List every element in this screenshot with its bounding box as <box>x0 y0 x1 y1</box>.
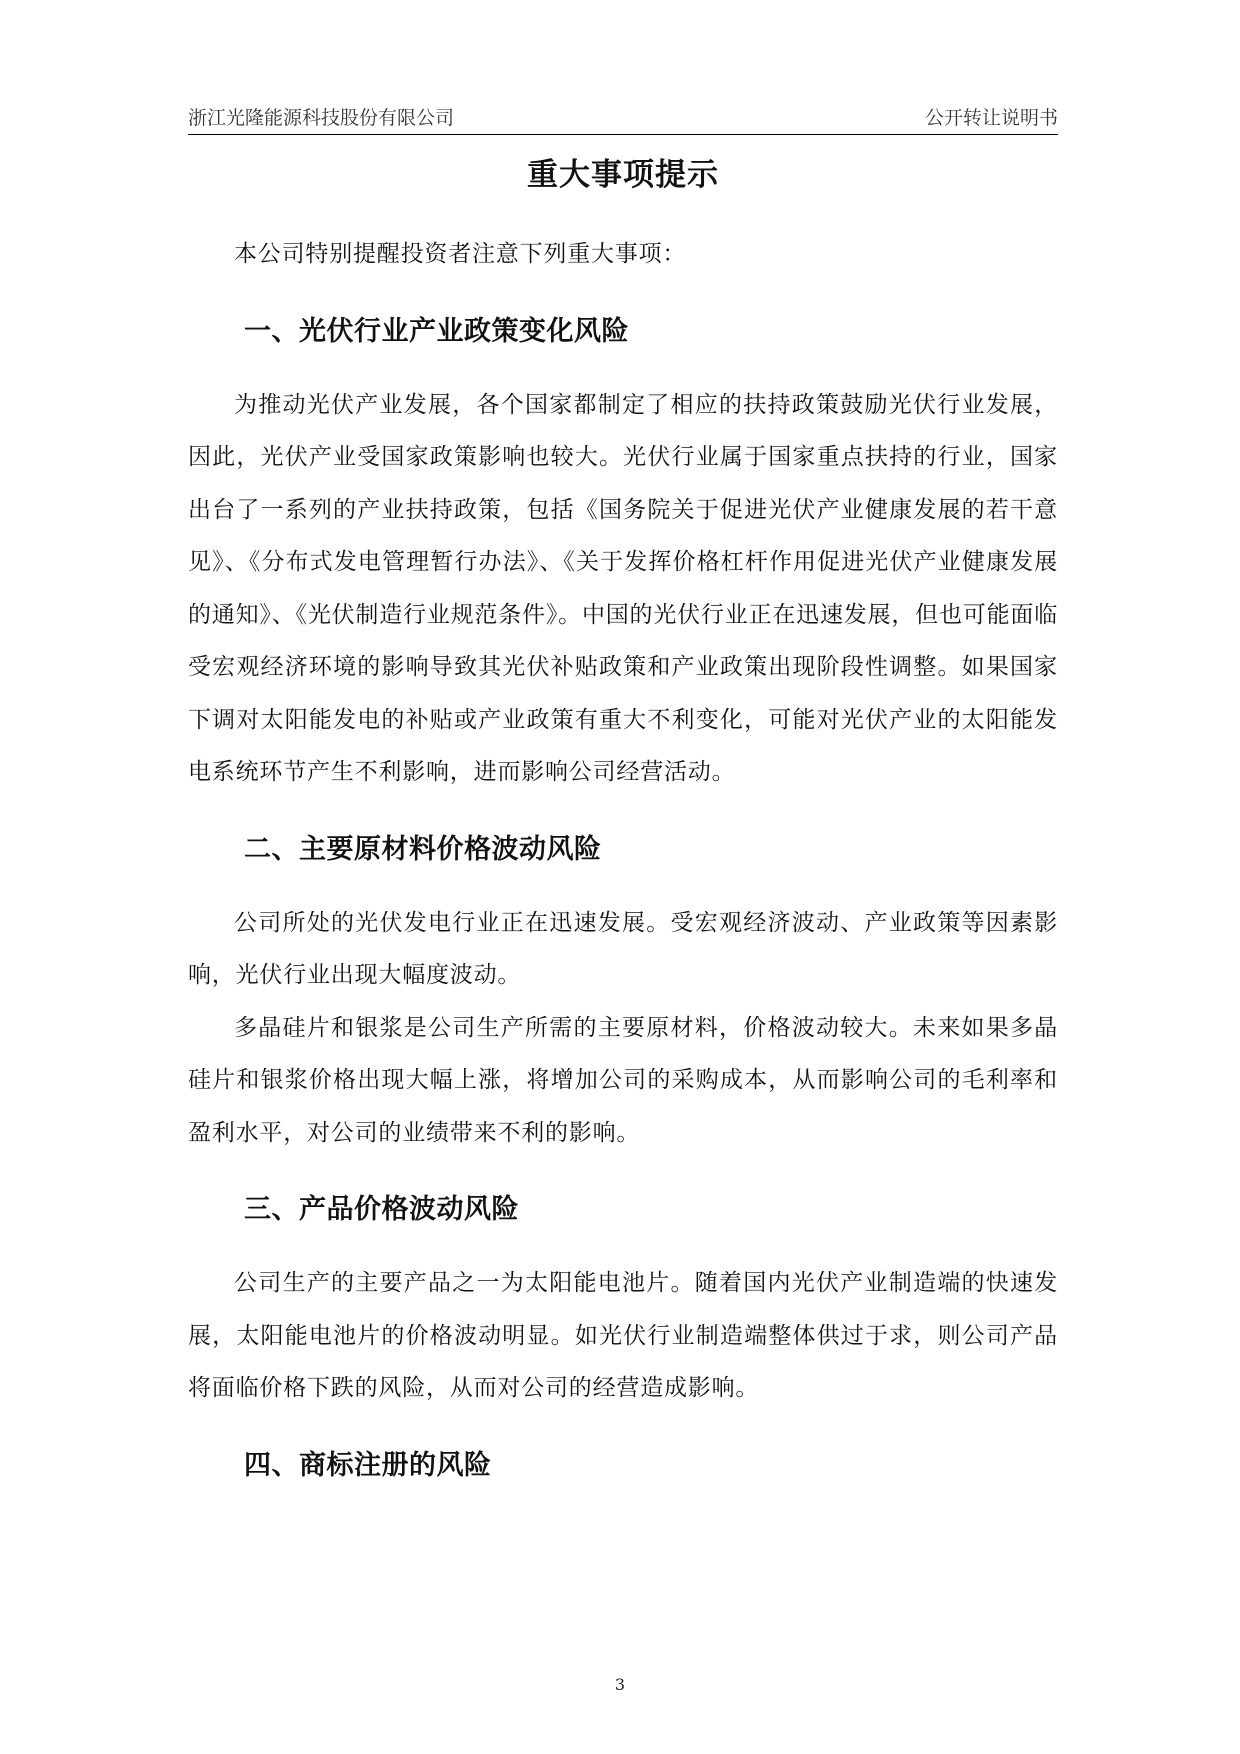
section-heading-3: 三、产品价格波动风险 <box>244 1194 519 1225</box>
section-heading-4: 四、商标注册的风险 <box>244 1449 492 1481</box>
section-2-paragraph-1: 公司所处的光伏发电行业正在迅速发展。受宏观经济波动、产业政策等因素影响，光伏行业出现大幅度波动。 <box>188 909 1058 988</box>
section-2-paragraph-2: 多晶硅片和银浆是公司生产所需的主要原材料，价格波动较大。未来如果多晶硅片和银浆价格出现大幅上涨，将增加公司的采购成本，从而影响公司的毛利率和盈利水平，对公司的业绩带来不利的影响。 <box>188 1014 1058 1146</box>
intro-paragraph: 本公司特别提醒投资者注意下列重大事项： <box>234 241 687 267</box>
page-number: 3 <box>614 1675 626 1694</box>
section-heading-1: 一、光伏行业产业政策变化风险 <box>244 315 629 347</box>
header-document-type: 公开转让说明书 <box>924 107 1058 129</box>
page-title: 重大事项提示 <box>527 157 719 193</box>
header-company-name: 浙江光隆能源科技股份有限公司 <box>188 107 455 129</box>
page-header <box>188 104 1058 135</box>
section-1-paragraph-1: 为推动光伏产业发展，各个国家都制定了相应的扶持政策鼓励光伏行业发展，因此，光伏产业受国家政策影响也较大。光伏行业属于国家重点扶持的行业，国家出台了一系列的产业扶持政策，包括《国务院关于促进光伏产业健康发展的若干意见》、《分布式发电管理暂行办法》、《关于发挥价格杠杆作用促进光伏产业健康发展的通知》、《光伏制造行业规范条件》。中国的光伏行业正在迅速发展，但也可能面临受宏观经济环境的影响导致其光伏补贴政策和产业政策出现阶段性调整。如果国家下调对太阳能发电的补贴或产业政策有重大不利变化，可能对光伏产业的太阳能发电系统环节产生不利影响，进而影响公司经营活动。 <box>188 391 1058 785</box>
section-3-paragraph-1: 公司生产的主要产品之一为太阳能电池片。随着国内光伏产业制造端的快速发展，太阳能电池片的价格波动明显。如光伏行业制造端整体供过于求，则公司产品将面临价格下跌的风险，从而对公司的经营造成影响。 <box>188 1270 1058 1401</box>
document-body <box>188 150 1058 1513</box>
section-heading-2: 二、主要原材料价格波动风险 <box>244 833 602 865</box>
